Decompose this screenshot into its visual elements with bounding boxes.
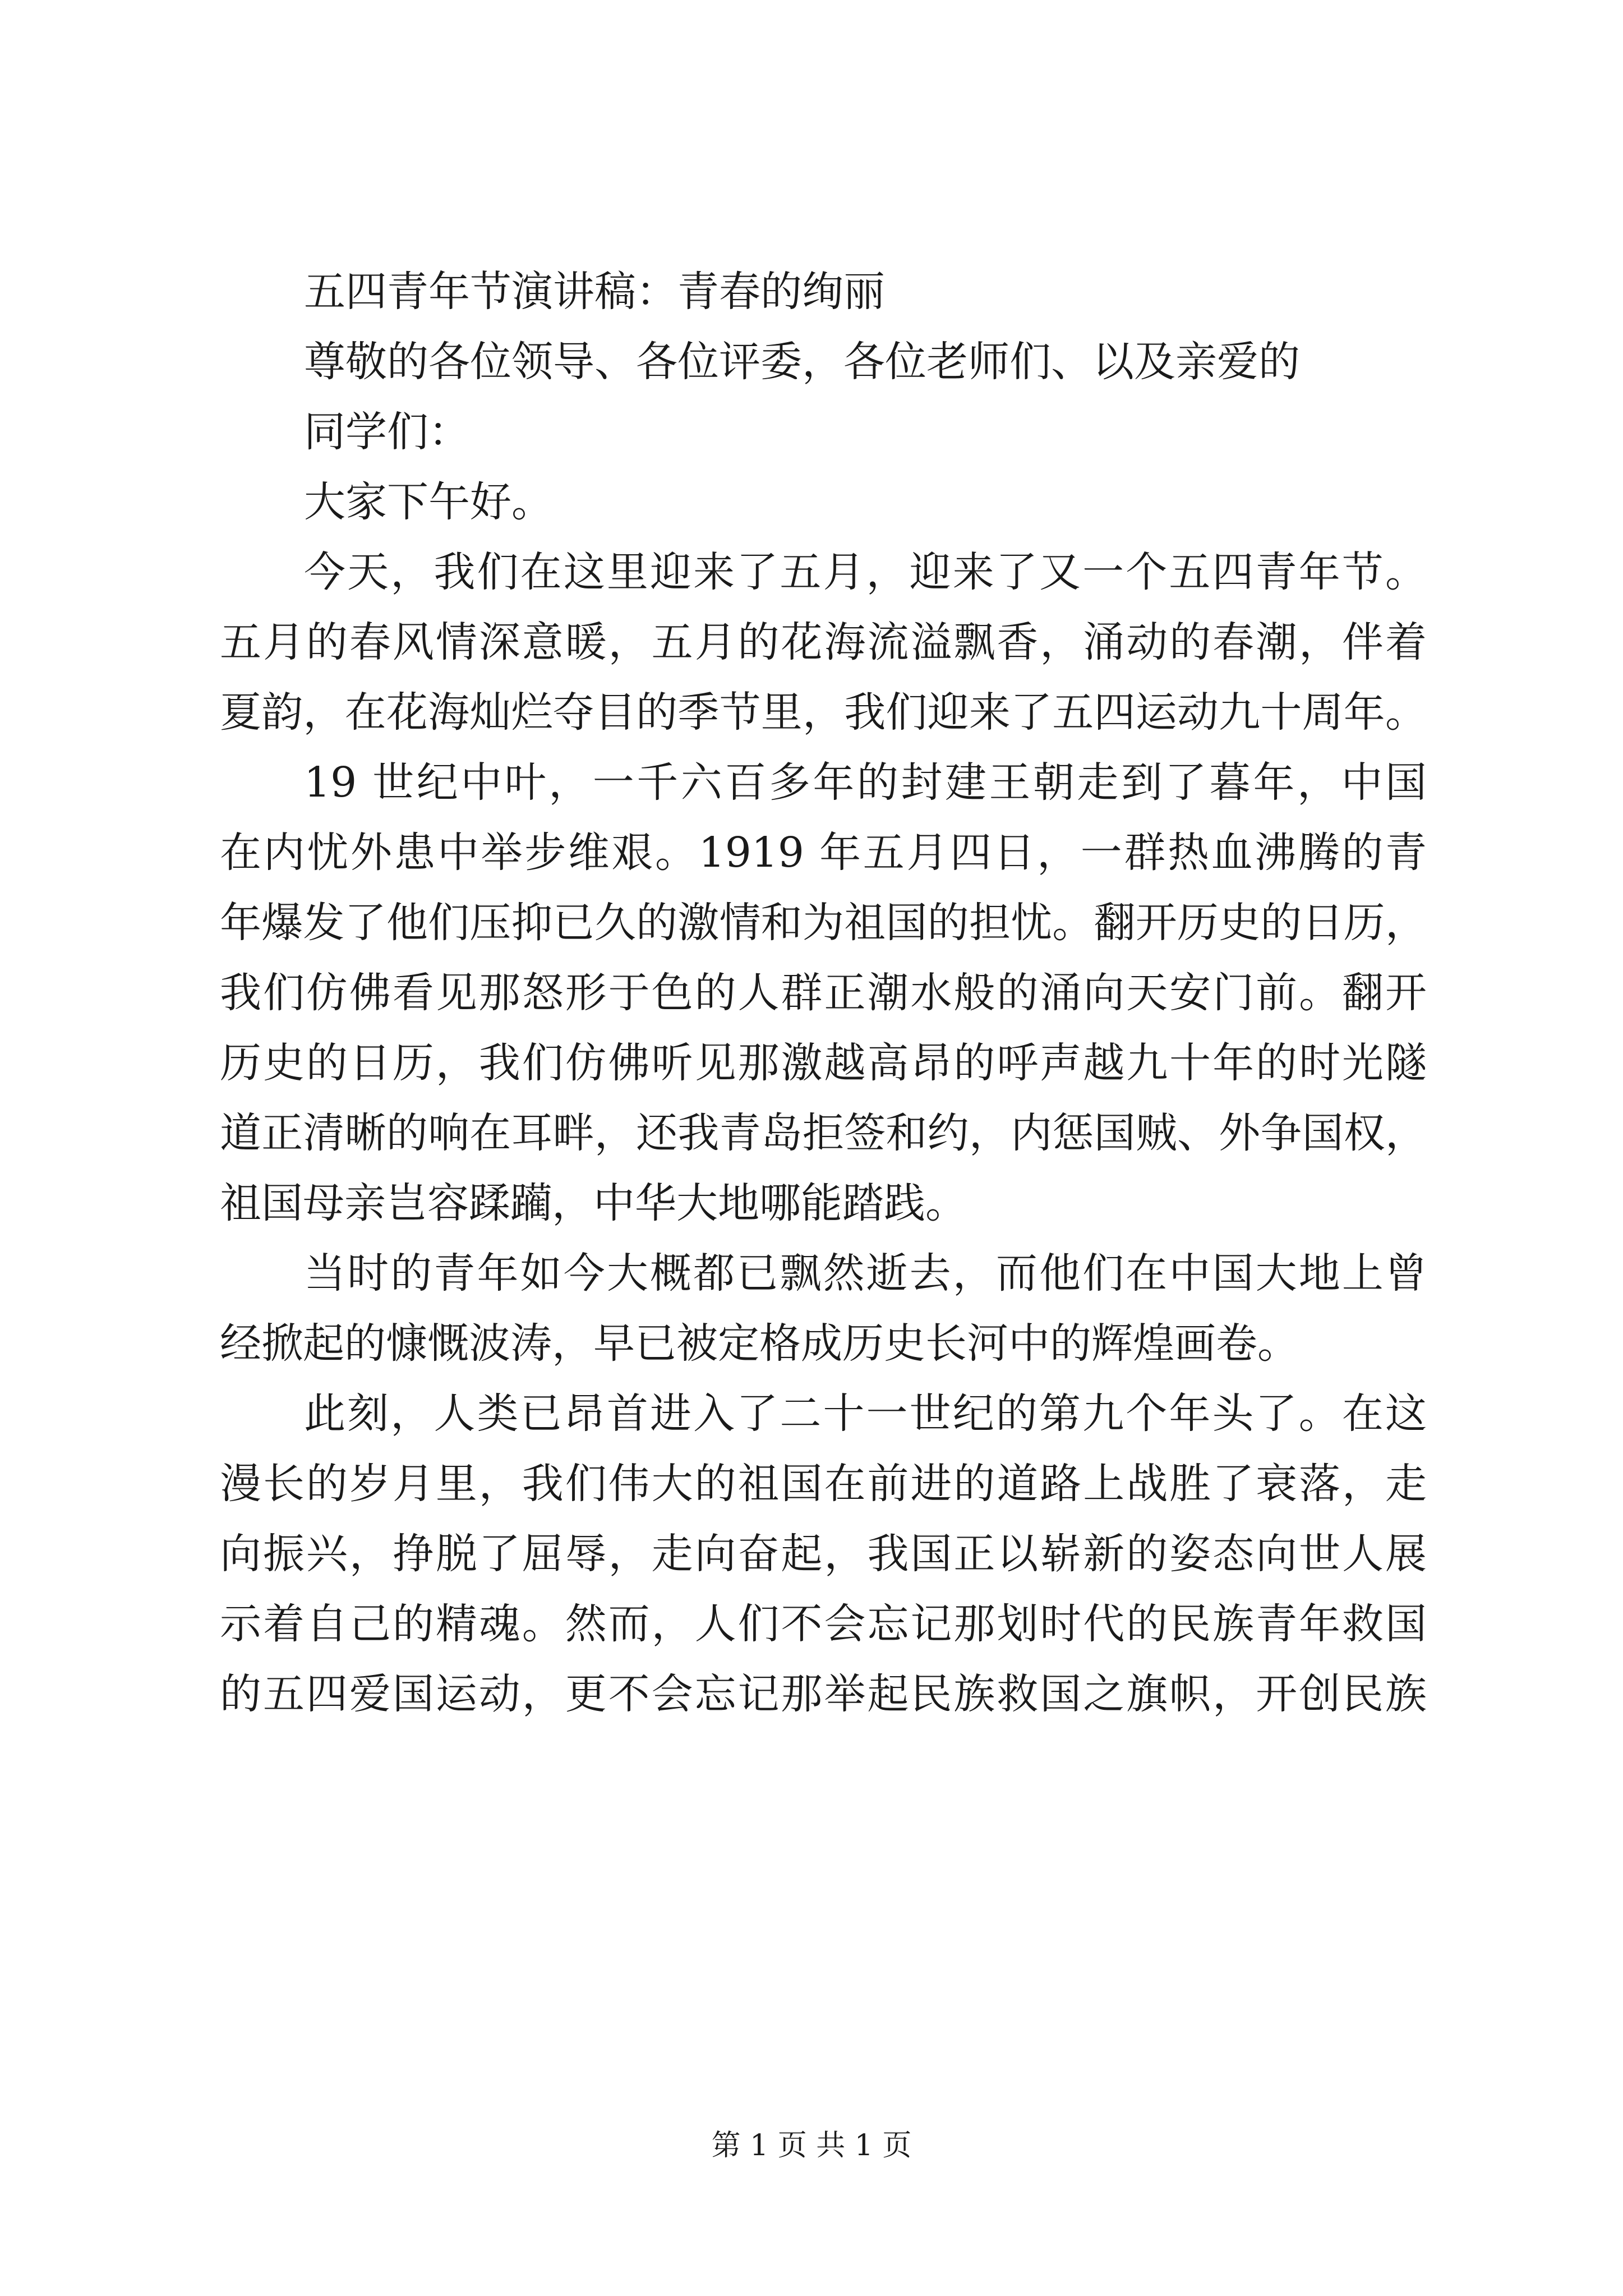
paragraph-line: 五月的春风情深意暖，五月的花海流溢飘香，涌动的春潮，伴着: [220, 618, 1427, 666]
paragraph-line: 当时的青年如今大概都已飘然逝去，而他们在中国大地上曾: [304, 1249, 1427, 1297]
paragraph-line: 年爆发了他们压抑已久的激情和为祖国的担忧。翻开历史的日历，: [220, 899, 1427, 947]
paragraph-line: 19 世纪中叶，一千六百多年的封建王朝走到了暮年，中国: [304, 758, 1427, 807]
greeting-line: 大家下午好。: [304, 478, 553, 526]
paragraph-line: 今天，我们在这里迎来了五月，迎来了又一个五四青年节。: [304, 548, 1427, 596]
document-body: [220, 257, 1427, 1729]
paragraph-line: 历史的日历，我们仿佛听见那激越高昂的呼声越九十年的时光隧: [220, 1039, 1427, 1087]
paragraph-line: 道正清晰的响在耳畔，还我青岛拒签和约，内惩国贼、外争国权，: [220, 1109, 1427, 1157]
paragraph-line: 此刻，人类已昂首进入了二十一世纪的第九个年头了。在这: [304, 1389, 1427, 1438]
paragraph-line: 夏韵，在花海灿烂夺目的季节里，我们迎来了五四运动九十周年。: [220, 688, 1427, 737]
salutation-line: 同学们：: [304, 408, 470, 456]
page-footer: 第 1 页 共 1 页: [711, 2129, 912, 2162]
paragraph-line: 的五四爱国运动，更不会忘记那举起民族救国之旗帜，开创民族: [220, 1670, 1427, 1718]
paragraph-line: 示着自己的精魂。然而，人们不会忘记那划时代的民族青年救国: [220, 1600, 1427, 1648]
paragraph-line: 我们仿佛看见那怒形于色的人群正潮水般的涌向天安门前。翻开: [220, 969, 1427, 1017]
document-title: 五四青年节演讲稿：青春的绚丽: [304, 268, 885, 316]
salutation-line: 尊敬的各位领导、各位评委，各位老师们、以及亲爱的: [304, 338, 1300, 386]
paragraph-line: 祖国母亲岂容蹂躏，中华大地哪能踏践。: [220, 1179, 967, 1227]
paragraph-line: 经掀起的慷慨波涛，早已被定格成历史长河中的辉煌画卷。: [220, 1319, 1299, 1368]
paragraph-line: 向振兴，挣脱了屈辱，走向奋起，我国正以崭新的姿态向世人展: [220, 1530, 1427, 1578]
paragraph-line: 在内忧外患中举步维艰。1919 年五月四日，一群热血沸腾的青: [220, 829, 1427, 877]
paragraph-line: 漫长的岁月里，我们伟大的祖国在前进的道路上战胜了衰落，走: [220, 1460, 1427, 1508]
